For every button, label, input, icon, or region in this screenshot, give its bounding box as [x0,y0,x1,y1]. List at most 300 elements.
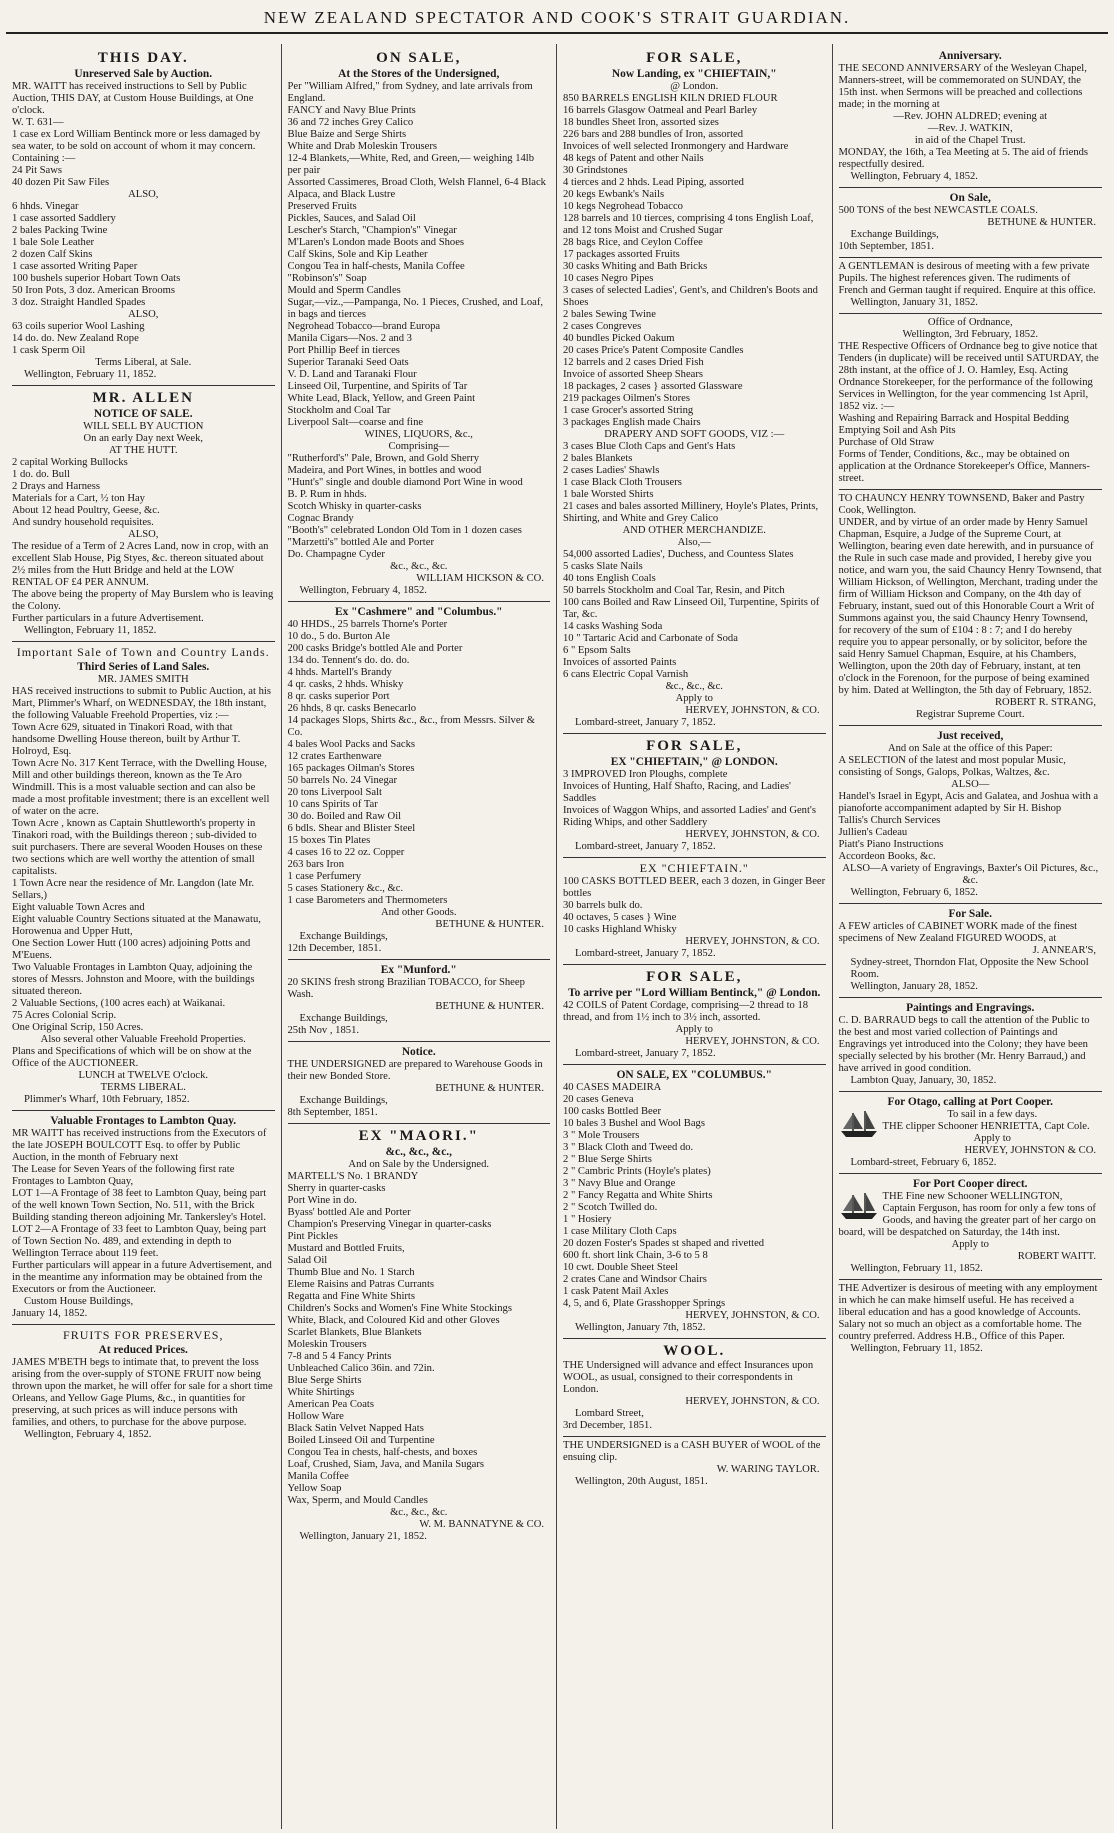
ad-heading: FOR SALE, [646,969,743,985]
ad-line: ALSO, [128,189,159,200]
ad-line: HAS received instructions to submit to Public Auction, at his Mart, Plimmer's Wharf, on WEDNESDAY, the 18th instant, the following Valuable Freehold Properties, viz :— [12,686,271,721]
advertisement [839,46,1103,188]
ad-line: 3 " Black Cloth and Tweed do. [563,1142,694,1153]
ad-line: 1 case Military Cloth Caps [563,1226,677,1237]
ad-line: The above being the property of May Burslem who is leaving the Colony. [12,589,274,612]
ad-line: One Section Lower Hutt (100 acres) adjoining Potts and M'Euens. [12,938,251,961]
ad-line: 15 boxes Tin Plates [287,835,371,846]
advertisement [563,734,826,858]
ad-line: Piatt's Piano Instructions [838,839,944,850]
ad-line: 8th September, 1851. [287,1107,378,1118]
ad-line: A GENTLEMAN is desirous of meeting with a few private Pupils. The highest references given. The rudiments of French and German taught if required. Enquire at this office. [838,261,1096,296]
ad-line: Washing and Repairing Barrack and Hospital Bedding [838,413,1069,424]
ad-heading: WOOL. [663,1343,726,1359]
ad-line: Thumb Blue and No. 1 Starch [287,1267,415,1278]
advertisement [839,314,1103,490]
ad-line: 30 casks Whiting and Bath Bricks [563,261,708,272]
advertisement [563,965,826,1065]
ad-line: Manila Coffee [287,1471,349,1482]
ad-line: WINES, LIQUORS, &c., [364,429,473,440]
ad-line: 3rd December, 1851. [563,1420,653,1431]
ad-line: THE Respective Officers of Ordnance beg to give notice that Tenders (in duplicate) will be received until SATURDAY, the 28th instant, at the office of J. O. Hamley, Esq. Acting Ordnance Storekeeper, for the performance of the following Services in Wellington, for the year commencing 1st April, 1852 viz. :— [838,341,1099,412]
ad-line: 10 cans Spirits of Tar [287,799,378,810]
ad-line: Children's Socks and Women's Fine White Stockings [287,1303,512,1314]
ad-line: Wellington, February 11, 1852. [24,625,157,636]
advertisement [12,46,275,386]
ad-line: 2 cases Ladies' Shawls [563,465,660,476]
ad-line: MR. JAMES SMITH [97,674,189,685]
advertisement [12,642,275,1111]
ad-line: Further particulars will appear in a future Advertisement, and in the meantime any information may be obtained from the Executors or from the Auctioneer. [12,1260,272,1295]
ad-line: 3 packages English made Chairs [563,417,701,428]
ad-line: Exchange Buildings, [299,931,388,942]
ad-line: BETHUNE & HUNTER. [435,1083,544,1094]
ad-line: THE Fine new Schooner WELLINGTON, [882,1191,1063,1202]
ad-line: 50 barrels Stockholm and Coal Tar, Resin, and Pitch [563,585,785,596]
ad-line: American Pea Coats [287,1399,374,1410]
ad-line: Wellington, February 4, 1852. [299,585,427,596]
ad-heading: Important Sale of Town and Country Lands. [16,645,270,659]
ad-line: @ London. [670,81,719,92]
ad-line: Wax, Sperm, and Mould Candles [287,1495,428,1506]
ad-line: Wellington, February 6, 1852. [850,887,978,898]
ad-line: Per "William Alfred," from Sydney, and late arrivals from England. [287,81,533,104]
masthead: NEW ZEALAND SPECTATOR AND COOK'S STRAIT GUARDIAN. [6,0,1108,34]
ad-line: 100 casks Bottled Beer [563,1106,661,1117]
ad-line: "Marzetti's" bottled Ale and Porter [287,537,434,548]
ad-line: Moleskin Trousers [287,1339,367,1350]
ad-line: Pickles, Sauces, and Salad Oil [287,213,416,224]
ad-line: Sherry in quarter-casks [287,1183,386,1194]
ad-line: 2 bales Blankets [563,453,633,464]
ad-subheading: On Sale, [949,192,991,204]
ad-line: Wellington, February 11, 1852. [850,1263,983,1274]
ad-line: 2 Valuable Sections, (100 acres each) at Waikanai. [12,998,226,1009]
ad-line: in aid of the Chapel Trust. [914,135,1026,146]
ad-line: Congou Tea in half-chests, Manila Coffee [287,261,465,272]
ad-line: 1 bale Worsted Shirts [563,489,654,500]
ad-line: 4 qr. casks, 2 hhds. Whisky [287,679,404,690]
ad-line: 10 bales 3 Bushel and Wool Bags [563,1118,705,1129]
ad-line: And sundry household requisites. [12,517,154,528]
ad-line: 4 bales Wool Packs and Sacks [287,739,416,750]
ad-line: 12 crates Earthenware [287,751,382,762]
advertisement [12,386,275,642]
ad-line: ALSO, [128,529,159,540]
advertisement [839,1280,1103,1359]
ad-line: Black Satin Velvet Napped Hats [287,1423,424,1434]
ad-line: 3 cases of selected Ladies', Gent's, and Children's Boots and Shoes [563,285,818,308]
ad-line: ROBERT WAITT. [1017,1251,1096,1262]
ad-line: Regatta and Fine White Shirts [287,1291,415,1302]
ad-line: 20 kegs Ewbank's Nails [563,189,665,200]
ad-line: 14 casks Washing Soda [563,621,663,632]
column-2 [282,44,558,1829]
ad-line: 21 cases and bales assorted Millinery, Hoyle's Plates, Prints, Shirting, and White and Grey Calico [563,501,819,524]
ad-line: Unbleached Calico 36in. and 72in. [287,1363,435,1374]
ad-line: 1 " Hosiery [563,1214,612,1225]
ad-line: Blue Serge Shirts [287,1375,362,1386]
ad-line: Terms Liberal, at Sale. [95,357,192,368]
ad-line: 18 packages, 2 cases } assorted Glassware [563,381,743,392]
ad-line: And on Sale at the office of this Paper: [887,743,1053,754]
ad-subheading: Valuable Frontages to Lambton Quay. [50,1115,237,1127]
ad-line: Stockholm and Coal Tar [287,405,391,416]
ad-line: Do. Champagne Cyder [287,549,385,560]
ad-line: Tallis's Church Services [838,815,941,826]
ad-line: 16 barrels Glasgow Oatmeal and Pearl Barley [563,105,758,116]
ad-line: 10 cwt. Double Sheet Steel [563,1262,679,1273]
ad-line: Eleme Raisins and Patras Currants [287,1279,435,1290]
ad-line: Lombard-street, January 7, 1852. [575,841,716,852]
ad-heading: FRUITS FOR PRESERVES, [63,1328,224,1342]
ad-line: 2 dozen Calf Skins [12,249,93,260]
ad-line: 100 CASKS BOTTLED BEER, each 3 dozen, in Ginger Beer bottles [563,876,826,899]
advertisement [12,1325,275,1445]
ad-subheading: EX "CHIEFTAIN," @ LONDON. [610,756,778,768]
ad-line: LOT 1—A Frontage of 38 feet to Lambton Quay, being part of the well known Town Section, No. 511, with the Brick Building standing thereon adjoining Mr. Tankersley's Hotel. [12,1188,267,1223]
ad-line: 12-4 Blankets,—White, Red, and Green,— weighing 14lb per pair [287,153,535,176]
ad-line: BETHUNE & HUNTER. [435,1001,544,1012]
ad-line: 6 " Epsom Salts [563,645,631,656]
ad-line: A SELECTION of the latest and most popular Music, consisting of Songs, Galops, Polkas, Waltzes, &c. [838,755,1066,778]
ad-line: 1 case Barometers and Thermometers [287,895,448,906]
ad-line: 17 packages assorted Fruits [563,249,680,260]
ad-line: 600 ft. short link Chain, 3-6 to 5 8 [563,1250,708,1261]
ad-line: TO CHAUNCY HENRY TOWNSEND, Baker and Pastry Cook, Wellington. [838,493,1085,516]
ad-line: Scarlet Blankets, Blue Blankets [287,1327,422,1338]
ad-line: 14 packages Slops, Shirts &c., &c., from Messrs. Silver & Co. [287,715,535,738]
ad-line: 1 case ex Lord William Bentinck more or less damaged by sea water, to be sold on account of whom it may concern. [12,129,261,152]
ad-line: Wellington, January 31, 1852. [850,297,978,308]
ad-line: C. D. BARRAUD begs to call the attention of the Public to the best and most varied collection of Paintings and Engravings yet introduced into the Colony; they have been specially selected by his brother (Mr. Henry Barraud,) and have arrived in good condition. [838,1015,1090,1074]
ad-line: THE UNDERSIGNED is a CASH BUYER of WOOL of the ensuing clip. [563,1440,821,1463]
ad-line: 10 kegs Negrohead Tobacco [563,201,683,212]
ad-line: V. D. Land and Taranaki Flour [287,369,417,380]
ad-line: 8 qr. casks superior Port [287,691,390,702]
ad-line: 2 crates Cane and Windsor Chairs [563,1274,707,1285]
ad-line: Lombard-street, January 7, 1852. [575,1048,716,1059]
ad-line: AT THE HUTT. [108,445,178,456]
ad-line: The residue of a Term of 2 Acres Land, now in crop, with an excellent Slab House, Pig Styes, &c. thereon situated about 2½ miles from the Hutt Bridge and held at the LOW RENTAL OF £4 PER ANNUM. [12,541,269,588]
ad-line: 12 barrels and 2 cases Dried Fish [563,357,704,368]
ad-line: 75 Acres Colonial Scrip. [12,1010,117,1021]
ad-line: 36 and 72 inches Grey Calico [287,117,414,128]
ad-line: 14 do. do. New Zealand Rope [12,333,139,344]
ad-line: Eight valuable Country Sections situated at the Manawatu, Horowenua and Upper Hutt, [12,914,261,937]
ad-line: Apply to [973,1133,1011,1144]
ad-heading: MR. ALLEN [92,390,194,406]
ad-line: THE Advertizer is desirous of meeting with any employment in which he can make himself useful. He has received a liberal education and has a good knowledge of Accounts. Salary not so much an object as a comfortable home. The country preferred. Address H.B., Office of this Paper. [838,1283,1098,1342]
ad-line: THE UNDERSIGNED are prepared to Warehouse Goods in their new Bonded Store. [287,1059,543,1082]
ad-line: Mustard and Bottled Fruits, [287,1243,405,1254]
ad-line: 2 " Scotch Twilled do. [563,1202,658,1213]
ad-line: HERVEY, JOHNSTON, & CO. [685,1310,820,1321]
ad-subheading: &c., &c., &c., [385,1146,452,1158]
ad-line: 63 coils superior Wool Lashing [12,321,145,332]
ad-line: Registrar Supreme Court. [915,709,1025,720]
ad-line: 40 CASES MADEIRA [563,1082,662,1093]
ad-line: 2 Drays and Harness [12,481,100,492]
ad-line: Invoices of Waggon Whips, and assorted Ladies' and Gent's Riding Whips, and other Saddlery [563,805,816,828]
ad-subheading: For Sale. [948,908,992,920]
ad-heading: ON SALE, [376,50,462,66]
ad-line: 1 case assorted Saddlery [12,213,116,224]
ad-line: 30 Grindstones [563,165,628,176]
ad-line: Materials for a Cart, ½ ton Hay [12,493,145,504]
ad-line: To sail in a few days. [947,1109,1038,1120]
ad-line: 54,000 assorted Ladies', Duchess, and Countess Slates [563,549,794,560]
ad-line: 500 TONS of the best NEWCASTLE COALS. [838,205,1038,216]
ad-line: AND OTHER MERCHANDIZE. [622,525,766,536]
ad-line: 1 case Black Cloth Trousers [563,477,682,488]
advertisement [288,960,551,1042]
ad-line: Wellington, 20th August, 1851. [575,1476,708,1487]
ad-subheading: Just received, [937,730,1004,742]
ad-line: Comprising— [388,441,450,452]
ad-line: ROBERT R. STRANG, [994,697,1096,708]
ad-line: ALSO, [128,309,159,320]
ad-line: Town Acre 629, situated in Tinakori Road, with that handsome Dwelling House thereon, built by Arthur T. Holroyd, Esq. [12,722,241,757]
ad-line: 30 barrels bulk do. [563,900,643,911]
ad-line: Blue Baize and Serge Shirts [287,129,407,140]
ad-line: BETHUNE & HUNTER. [435,919,544,930]
ad-line: 12th December, 1851. [287,943,382,954]
ad-line: W. M. BANNATYNE & CO. [419,1519,544,1530]
advertisement [839,904,1103,998]
ad-line: Preserved Fruits [287,201,357,212]
ad-subheading: For Port Cooper direct. [912,1178,1028,1190]
ad-line: 4 tierces and 2 hhds. Lead Piping, assorted [563,177,744,188]
ad-line: Congou Tea in chests, half-chests, and boxes [287,1447,478,1458]
ad-line: —Rev. J. WATKIN, [927,123,1013,134]
ad-subheading: Paintings and Engravings. [906,1002,1035,1014]
ad-line: 2 " Blue Serge Shirts [563,1154,652,1165]
ad-line: 28 bags Rice, and Ceylon Coffee [563,237,703,248]
ad-line: Loaf, Crushed, Siam, Java, and Manila Sugars [287,1459,485,1470]
ad-subheading: Ex "Cashmere" and "Columbus." [335,606,503,618]
ad-line: Handel's Israel in Egypt, Acis and Galatea, and Joshua with a pianoforte accompaniment adapted by Sir H. Bishop [838,791,1099,814]
ad-line: Lombard-street, January 7, 1852. [575,717,716,728]
advertisement [839,1174,1103,1280]
ad-line: Boiled Linseed Oil and Turpentine [287,1435,435,1446]
ad-line: Invoice of assorted Sheep Shears [563,369,704,380]
ad-line: 10 cases Negro Pipes [563,273,654,284]
ad-line: Exchange Buildings, [299,1095,388,1106]
ad-line: Wellington, January 21, 1852. [299,1531,427,1542]
ad-line: Lombard-street, January 7, 1852. [575,948,716,959]
ad-line: The Lease for Seven Years of the following first rate Frontages to Lambton Quay, [12,1164,235,1187]
ad-line: MARTELL'S No. 1 BRANDY [287,1171,419,1182]
ad-line: Emptying Soil and Ash Pits [838,425,956,436]
ad-line: 40 tons English Coals [563,573,656,584]
ad-line: Pint Pickles [287,1231,338,1242]
advertisement [839,188,1103,258]
ad-line: Plans and Specifications of which will be on show at the Office of the AUCTIONEER. [12,1046,252,1069]
ad-line: 1 cask Sperm Oil [12,345,86,356]
ad-line: 6 bdls. Shear and Blister Steel [287,823,416,834]
ad-line: 850 BARRELS ENGLISH KILN DRIED FLOUR [563,93,778,104]
ad-line: And other Goods. [380,907,457,918]
advertisement [563,1339,826,1437]
ad-line: 5 casks Slate Nails [563,561,643,572]
ad-line: 3 doz. Straight Handled Spades [12,297,146,308]
ad-line: Linseed Oil, Turpentine, and Spirits of Tar [287,381,468,392]
ad-line: Lombard Street, [575,1408,644,1419]
ad-line: Mould and Sperm Candles [287,285,401,296]
ad-line: 219 packages Oilmen's Stores [563,393,690,404]
ad-line: 263 bars Iron [287,859,344,870]
ad-line: HERVEY, JOHNSTON, & CO. [685,936,820,947]
ad-line: Eight valuable Town Acres and [12,902,145,913]
advertisement [839,490,1103,726]
ad-line: 10 casks Highland Whisky [563,924,677,935]
ad-line: Hollow Ware [287,1411,344,1422]
ad-line: 226 bars and 288 bundles of Iron, assorted [563,129,744,140]
ad-line: 7-8 and 5 4 Fancy Prints [287,1351,392,1362]
ad-heading: FOR SALE, [646,738,743,754]
ad-line: 1 case Grocer's assorted String [563,405,694,416]
ad-line: 26 hhds, 8 qr. casks Benecarlo [287,703,417,714]
ad-line: Apply to [675,1024,713,1035]
advertisement [12,1111,275,1325]
ship-icon [839,1109,879,1139]
ad-line: DRAPERY AND SOFT GOODS, VIZ :— [604,429,785,440]
ad-line: Wellington, January 28, 1852. [850,981,978,992]
ad-line: 20 SKINS fresh strong Brazilian TOBACCO, for Sheep Wash. [287,977,525,1000]
ad-line: 10 " Tartaric Acid and Carbonate of Soda [563,633,738,644]
ad-line: MR WAITT has received instructions from the Executors of the late JOSEPH BOULCOTT Esq. to offer by Public Auction, in the month of February next [12,1128,267,1163]
advertisement [288,46,551,602]
ad-line: 100 bushels superior Hobart Town Oats [12,273,181,284]
ad-line: Port Wine in do. [287,1195,357,1206]
ad-line: 20 cases Price's Patent Composite Candles [563,345,744,356]
advertisement [288,602,551,960]
ad-line: THE Undersigned will advance and effect Insurances upon WOOL, as usual, consigned to their correspondents in London. [563,1360,814,1395]
ad-line: Invoices of Hunting, Half Shafto, Racing, and Ladies' Saddles [563,781,791,804]
ad-line: Town Acre , known as Captain Shuttleworth's property in Tinakori road, with the Buildings thereon ; sub-divided to suit purchasers. There are several Wooden Houses on these two sections which are well worthy the attention of small capitalists. [12,818,263,877]
advertisement [288,1042,551,1124]
ad-line: White, Black, and Coloured Kid and other Gloves [287,1315,500,1326]
ad-subheading: Third Series of Land Sales. [77,661,210,673]
ad-line: One Original Scrip, 150 Acres. [12,1022,144,1033]
ad-line: 1 cask Patent Mail Axles [563,1286,669,1297]
ad-line: Invoices of assorted Paints [563,657,677,668]
ad-line: Town Acre No. 317 Kent Terrace, with the Dwelling House, Mill and other buildings thereon, known as the Te Aro Windmill. This is a most valuable section and can also be made a most profitable investment; there is an excellent well of water on the acre. [12,758,270,817]
ad-line: 25th Nov , 1851. [287,1025,360,1036]
ad-line: WILL SELL BY AUCTION [83,421,204,432]
ad-line: Liverpool Salt—coarse and fine [287,417,424,428]
ad-line: 40 bundles Picked Oakum [563,333,675,344]
ad-line: 5 cases Stationery &c., &c. [287,883,404,894]
ad-line: Further particulars in a future Advertisement. [12,613,204,624]
ad-line: LUNCH at TWELVE O'clock. [78,1070,209,1081]
ad-line: JAMES M'BETH begs to intimate that, to prevent the loss arising from the over-supply of STONE FRUIT now being thrown upon the market, he will offer for sale for a short time Orleans, and Yellow Gage Plums, &c., in quantities for preserving, at such prices as will induce persons with families, and others, to purchase for the above purpose. [12,1357,273,1428]
ad-line: 165 packages Oilman's Stores [287,763,415,774]
ad-subheading: NOTICE OF SALE. [93,408,193,420]
ad-line: Custom House Buildings, [24,1296,134,1307]
ad-line: Sugar,—viz.,—Pampanga, No. 1 Pieces, Crushed, and Loaf, in bags and tierces [287,297,544,320]
ad-line: Superior Taranaki Seed Oats [287,357,409,368]
ad-line: 10th September, 1851. [838,241,934,252]
ad-line: Port Phillip Beef in tierces [287,345,400,356]
ad-line: 50 barrels No. 24 Vinegar [287,775,397,786]
ad-line: THE clipper Schooner HENRIETTA, Capt Cole. [882,1121,1090,1132]
ad-line: 1 case assorted Writing Paper [12,261,138,272]
ad-line: &c., &c., &c. [390,561,448,572]
ad-subheading: At reduced Prices. [98,1344,188,1356]
ad-line: Cognac Brandy [287,513,354,524]
ad-line: W. WARING TAYLOR. [716,1464,820,1475]
ad-line: Apply to [675,693,713,704]
ad-line: 200 casks Bridge's bottled Ale and Porter [287,643,463,654]
ad-line: Calf Skins, Sole and Kip Leather [287,249,428,260]
ad-line: 134 do. Tennent's do. do. do. [287,655,410,666]
advertisement [839,998,1103,1092]
ad-line: LOT 2—A Frontage of 33 feet to Lambton Quay, being part of Town Section No. 489, and extending in depth to Wellington Terrace about 119 feet. [12,1224,267,1259]
ad-line: Lescher's Starch, "Champion's" Vinegar [287,225,457,236]
ad-line: 24 Pit Saws [12,165,63,176]
advertisement [839,1092,1103,1174]
ad-heading: FOR SALE, [646,50,743,66]
ad-line: Lombard-street, February 6, 1852. [850,1157,997,1168]
ad-line: 40 HHDS., 25 barrels Thorne's Porter [287,619,448,630]
ad-line: Byass' bottled Ale and Porter [287,1207,411,1218]
ad-line: 30 do. Boiled and Raw Oil [287,811,402,822]
ad-line: HERVEY, JOHNSTON & CO. [964,1145,1096,1156]
ad-line: Negrohead Tobacco—brand Europa [287,321,441,332]
ad-line: 40 octaves, 5 cases } Wine [563,912,677,923]
ad-line: White Lead, Black, Yellow, and Green Paint [287,393,476,404]
ad-subheading: Now Landing, ex "CHIEFTAIN," [611,68,777,80]
ad-line: HERVEY, JOHNSTON, & CO. [685,705,820,716]
ad-line: 4 hhds. Martell's Brandy [287,667,392,678]
ad-line: 2 " Cambric Prints (Hoyle's plates) [563,1166,711,1177]
ad-line: Exchange Buildings, [299,1013,388,1024]
ad-line: And on Sale by the Undersigned. [348,1159,490,1170]
ad-line: WILLIAM HICKSON & CO. [416,573,544,584]
ad-line: 1 case Perfumery [287,871,362,882]
ad-line: UNDER, and by virtue of an order made by Henry Samuel Chapman, Esquire, a Judge of the Supreme Court, at Wellington, bearing even date herewith, and in pursuance of the Rule in such case made and provided, I hereby give you notice, and warn you, the said Chauncy Henry Townsend, that William Hickson, of Wellington, Merchant, trading under the firm of William Hickson and Company, on the 4th day of February, instant, sued out of this Honorable Court a Writ of Summons against you, the said Chauncy Henry Townsend, for recovery of the sum of £104 : 8 : 7; and I do hereby require you to appear personally, or by solicitor, before the said Henry Samuel Chapman, Esquire, at his Chambers, Wellington, upon the 20th day of February, instant, at ten o'clock in the Forenoon, for the purpose of being examined by him. Dated at Wellington, the 5th day of February, 1852. [838,517,1102,696]
advertisement [563,858,826,965]
ad-line: 128 barrels and 10 tierces, comprising 4 tons English Loaf, and 12 tons Moist and Crushed Sugar [563,213,814,236]
ad-line: Wellington, February 4, 1852. [850,171,978,182]
ad-line: 3 " Mole Trousers [563,1130,640,1141]
ad-line: Assorted Cassimeres, Broad Cloth, Welsh Flannel, 6-4 Black Alpaca, and Black Lustre [287,177,546,200]
ad-line: 3 IMPROVED Iron Ploughs, complete [563,769,728,780]
ad-subheading: ON SALE, EX "COLUMBUS." [616,1069,772,1081]
ad-line: ALSO—A variety of Engravings, Baxter's Oil Pictures, &c., &c. [842,863,1099,886]
ad-line: 3 cases Blue Cloth Caps and Gent's Hats [563,441,736,452]
ad-line: White Shirtings [287,1387,355,1398]
ad-line: Scotch Whisky in quarter-casks [287,501,422,512]
ad-line: Containing :— [12,153,76,164]
ad-line: 2 bales Packing Twine [12,225,108,236]
ad-line: White and Drab Moleskin Trousers [287,141,437,152]
ad-line: MONDAY, the 16th, a Tea Meeting at 5. The aid of friends respectfully desired. [838,147,1089,170]
ad-line: 2 bales Sewing Twine [563,309,656,320]
ad-subheading: Anniversary. [938,50,1002,62]
advertisement [288,1124,551,1547]
ad-line: About 12 head Poultry, Geese, &c. [12,505,160,516]
ad-line: Wellington, February 11, 1852. [24,369,157,380]
column-3 [557,44,833,1829]
ad-line: FANCY and Navy Blue Prints [287,105,416,116]
ad-line: 1 bale Sole Leather [12,237,95,248]
ad-subheading: At the Stores of the Undersigned, [338,68,500,80]
ad-line: M'Laren's London made Boots and Shoes [287,237,465,248]
ad-line: 2 " Fancy Regatta and White Shirts [563,1190,713,1201]
